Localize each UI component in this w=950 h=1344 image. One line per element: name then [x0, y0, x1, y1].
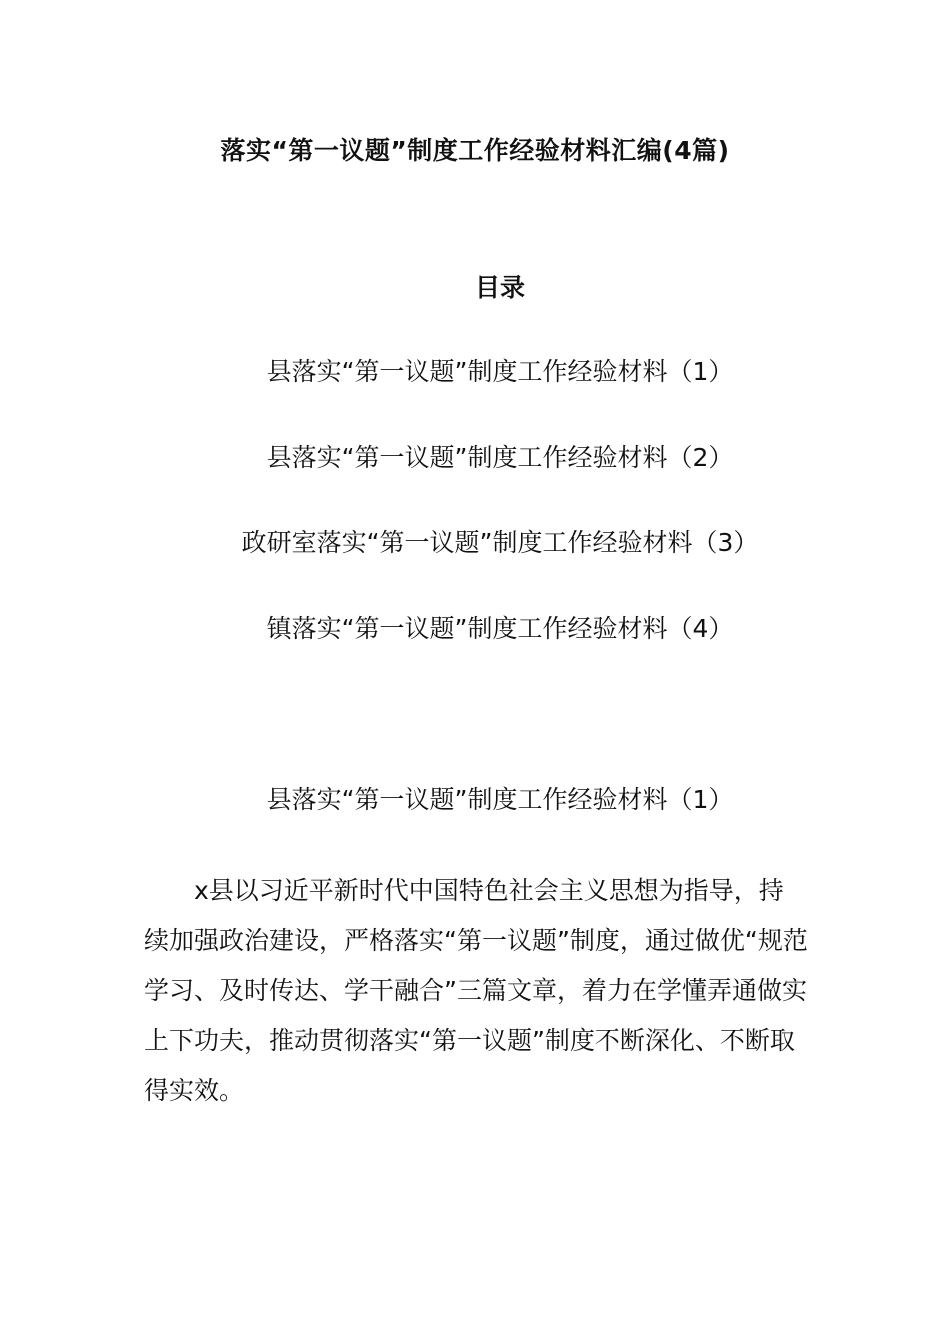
- toc-heading: 目录: [474, 273, 525, 302]
- toc-item[interactable]: 县落实“第一议题”制度工作经验材料（1）: [266, 357, 734, 386]
- section-heading: 县落实“第一议题”制度工作经验材料（1）: [266, 785, 734, 814]
- toc-item[interactable]: 镇落实“第一议题”制度工作经验材料（4）: [266, 614, 734, 643]
- toc-item[interactable]: 政研室落实“第一议题”制度工作经验材料（3）: [241, 528, 759, 557]
- toc-item[interactable]: 县落实“第一议题”制度工作经验材料（2）: [266, 443, 734, 472]
- body-paragraph: x县以习近平新时代中国特色社会主义思想为指导，持续加强政治建设，严格落实“第一议题”制度，通过做优“规范学习、及时传达、学干融合”三篇文章，着力在学懂弄通做实上下功夫，推动贯彻落实“第一议题”制度不断深化、不断取得实效。: [144, 876, 808, 1105]
- document-title: 落实“第一议题”制度工作经验材料汇编(4篇): [220, 136, 730, 165]
